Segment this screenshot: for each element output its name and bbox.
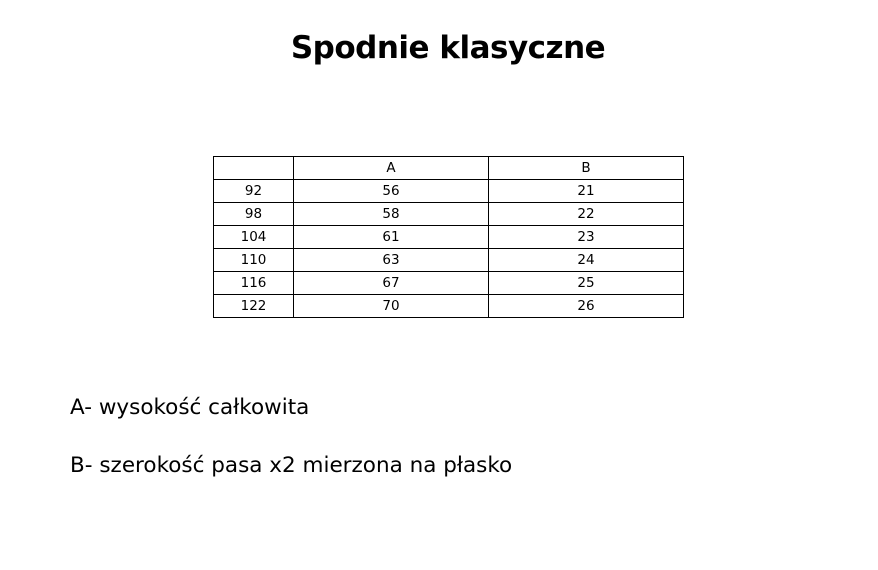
value-a-cell: 67 [294, 272, 489, 295]
size-cell: 104 [214, 226, 294, 249]
page-title: Spodnie klasyczne [290, 30, 606, 66]
table-row [214, 272, 684, 295]
table-row [214, 180, 684, 203]
value-a-cell: 61 [294, 226, 489, 249]
size-cell: 92 [214, 180, 294, 203]
table-header-row [214, 157, 684, 180]
legend-b-text: B- szerokość pasa x2 mierzona na płasko [70, 453, 513, 478]
value-a-cell: 56 [294, 180, 489, 203]
value-b-cell: 26 [489, 295, 684, 318]
size-cell: 110 [214, 249, 294, 272]
value-b-cell: 21 [489, 180, 684, 203]
size-table [213, 156, 684, 318]
value-b-cell: 24 [489, 249, 684, 272]
table-row [214, 226, 684, 249]
value-a-cell: 63 [294, 249, 489, 272]
size-cell: 98 [214, 203, 294, 226]
value-a-cell: 70 [294, 295, 489, 318]
size-cell: 116 [214, 272, 294, 295]
table-row [214, 249, 684, 272]
value-b-cell: 22 [489, 203, 684, 226]
value-b-cell: 23 [489, 226, 684, 249]
table-header-cell: A [294, 157, 489, 180]
table-header-cell: B [489, 157, 684, 180]
value-b-cell: 25 [489, 272, 684, 295]
value-a-cell: 58 [294, 203, 489, 226]
table-row [214, 295, 684, 318]
table-header-cell [214, 157, 294, 180]
size-cell: 122 [214, 295, 294, 318]
table-row [214, 203, 684, 226]
legend-a-text: A- wysokość całkowita [70, 395, 310, 420]
